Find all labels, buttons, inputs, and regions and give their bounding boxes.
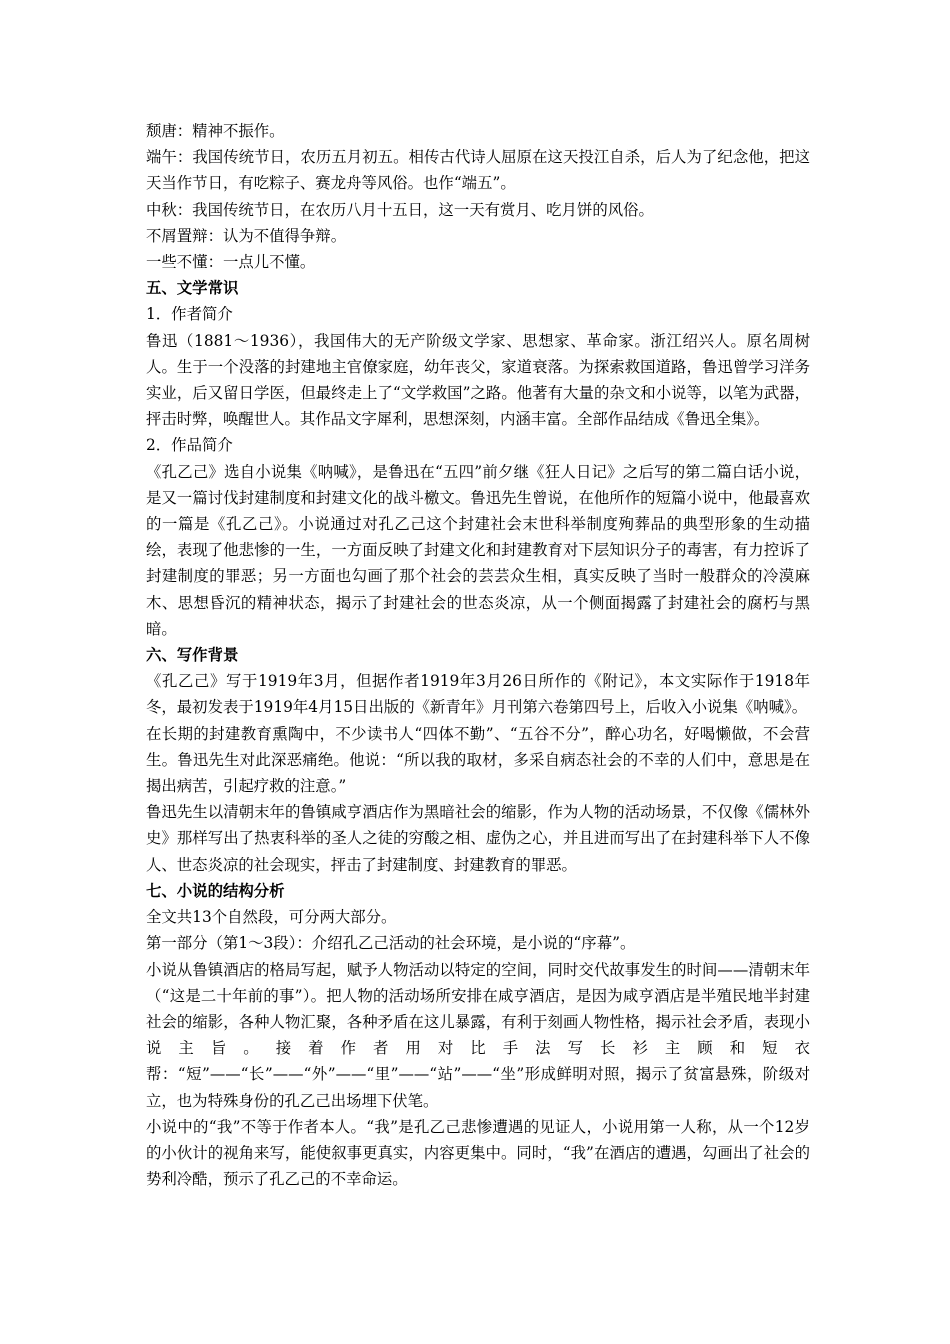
background-paragraph-1: 《孔乙己》写于1919年3月，但据作者1919年3月26日所作的《附记》，本文实际作于1918年冬，最初发表于1919年4月15日出版的《新青年》月刊第六卷第四号上，后收入小说集《呐喊》。 [146, 672, 810, 717]
glossary-entry-tuitang: 颓唐：精神不振作。 [146, 122, 285, 140]
section-heading-structure: 七、小说的结构分析 [146, 881, 285, 900]
background-paragraph-2: 在长期的封建教育熏陶中，不少读书人“四体不勤”、“五谷不分”，醉心功名，好喝懒做，不会营生。鲁迅先生对此深恶痛绝。他说：“所以我的取材，多采自病态社会的不幸的人们中，意思是在揭出病苦，引起疗救的注意。” [146, 724, 810, 796]
glossary-entry-buxie: 不屑置辩：认为不值得争辩。 [146, 226, 347, 245]
subheading-author-intro: 1．作者简介 [146, 305, 233, 324]
glossary-entry-zhongqiu: 中秋：我国传统节日，在农历八月十五日，这一天有赏月、吃月饼的风俗。 [146, 200, 654, 219]
section-heading-literary-knowledge: 五、文学常识 [146, 279, 239, 298]
subheading-work-intro: 2．作品简介 [146, 436, 233, 455]
structure-paragraph-1: 全文共13个自然段，可分两大部分。 [146, 908, 397, 927]
structure-paragraph-4: 小说中的“我”不等于作者本人。“我”是孔乙己悲惨遭遇的见证人，小说用第一人称，从一个12岁的小伙计的视角来写，能使叙事更真实，内容更集中。同时，“我”在酒店的遭遇，勾画出了社会的势利冷酷，预示了孔乙己的不幸命运。 [146, 1117, 810, 1189]
background-paragraph-3: 鲁迅先生以清朝末年的鲁镇咸亨酒店作为黑暗社会的缩影，作为人物的活动场景，不仅像《儒林外史》那样写出了热衷科举的圣人之徒的穷酸之相、虚伪之心，并且进而写出了在封建科举下人不像人、世态炎凉的社会现实，抨击了封建制度、封建教育的罪恶。 [146, 803, 810, 874]
work-intro-text: 《孔乙己》选自小说集《呐喊》，是鲁迅在“五四”前夕继《狂人日记》之后写的第二篇白话小说，是又一篇讨伐封建制度和封建文化的战斗檄文。鲁迅先生曾说，在他所作的短篇小说中，他最喜欢的一篇是《孔乙己》。小说通过对孔乙己这个封建社会末世科举制度殉葬品的典型形象的生动描绘，表现了他悲惨的一生，一方面反映了封建文化和封建教育对下层知识分子的毒害，有力控诉了封建制度的罪恶；另一方面也勾画了那个社会的芸芸众生相，真实反映了当时一般群众的冷漠麻木、思想昏沉的精神状态，揭示了封建社会的世态炎凉，从一个侧面揭露了封建社会的腐朽与黑暗。 [146, 462, 810, 638]
glossary-entry-duanwu: 端午：我国传统节日，农历五月初五。相传古代诗人屈原在这天投江自杀，后人为了纪念他，把这天当作节日，有吃粽子、赛龙舟等风俗。也作“端五”。 [146, 148, 810, 193]
document-page [146, 118, 810, 1192]
structure-paragraph-2: 第一部分（第1～3段）：介绍孔乙己活动的社会环境，是小说的“序幕”。 [146, 934, 636, 953]
structure-paragraph-3: 小说从鲁镇酒店的格局写起，赋予人物活动以特定的空间，同时交代故事发生的时间——清朝末年（“这是二十年前的事”）。把人物的活动场所安排在咸亨酒店，是因为咸亨酒店是半殖民地半封建社会的缩影，各种人物汇聚，各种矛盾在这儿暴露，有利于刻画人物性格，揭示社会矛盾，表现小说主旨。接着作者用对比手法写长衫主顾和短衣帮：“短”——“长”——“外”——“里”——“站”——“坐”形成鲜明对照，揭示了贫富悬殊，阶级对立，也为特殊身份的孔乙己出场埋下伏笔。 [146, 960, 810, 1110]
glossary-entry-yixie: 一些不懂：一点儿不懂。 [146, 253, 316, 272]
section-heading-background: 六、写作背景 [146, 646, 239, 665]
author-intro-text: 鲁迅（1881～1936），我国伟大的无产阶级文学家、思想家、革命家。浙江绍兴人。原名周树人。生于一个没落的封建地主官僚家庭，幼年丧父，家道衰落。为探索救国道路，鲁迅曾学习洋务实业，后又留日学医，但最终走上了“文学救国”之路。他著有大量的杂文和小说等，以笔为武器，抨击时弊，唤醒世人。其作品文字犀利，思想深刻，内涵丰富。全部作品结成《鲁迅全集》。 [146, 331, 810, 429]
